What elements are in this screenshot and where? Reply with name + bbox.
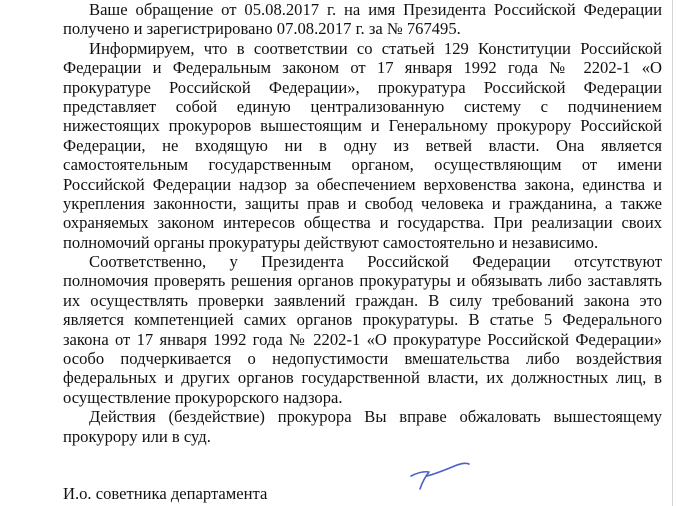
text-line: Информируем, что в соответствии со статьей 129 Конституции Российской <box>89 38 662 58</box>
paragraph-receipt <box>63 0 662 39</box>
letter-body <box>63 0 662 446</box>
text-line: их осуществлять проверки заявлений граждан. В силу требований закона это <box>63 290 662 310</box>
text-line: осуществление прокурорского надзора. <box>63 387 343 407</box>
paragraph-appeal <box>63 407 662 446</box>
text-line: прокуратуре Российской Федерации», прокуратура Российской Федерации <box>63 77 662 97</box>
page-edge-divider <box>672 0 673 506</box>
text-line: полномочия проверять решения органов прокуратуры и обязывать либо заставлять <box>63 271 662 291</box>
text-line: Российской Федерации надзор за обеспечением верховенства закона, единства и <box>63 174 662 194</box>
text-line: полномочий органы прокуратуры действуют самостоятельно и независимо. <box>63 232 599 252</box>
text-line: Ваше обращение от 05.08.2017 г. на имя Президента Российской Федерации <box>89 0 662 19</box>
text-line: является компетенцией самих органов прокуратуры. В статье 5 Федерального <box>63 310 662 330</box>
text-line: прокурору или в суд. <box>63 426 211 446</box>
handwritten-signature <box>405 456 475 496</box>
text-line: укрепления законности, защиты прав и свобод человека и гражданина, а также <box>63 193 662 213</box>
text-line: получено и зарегистрировано 07.08.2017 г. за № 767495. <box>63 19 461 39</box>
text-line: представляет собой единую централизованную систему с подчинением <box>63 96 662 116</box>
paragraph-constitution <box>63 39 662 252</box>
text-line: нижестоящих прокуроров вышестоящим и Генеральному прокурору Российской <box>63 116 662 136</box>
text-line: закона от 17 января 1992 года № 2202-1 «О прокуратуре Российской Федерации» <box>63 329 662 349</box>
text-line: охраняемых законом интересов общества и государства. При реализации своих <box>63 213 662 233</box>
paragraph-president-powers <box>63 252 662 407</box>
text-line: федеральных и других органов государственной власти, их должностных лиц, в <box>63 368 662 388</box>
text-line: особо подчеркивается о недопустимости вмешательства либо воздействия <box>63 349 662 369</box>
text-line: Федерации, не входящую ни в одну из ветвей власти. Она является <box>63 135 662 155</box>
text-line: Действия (бездействие) прокурора Вы вправе обжаловать вышестоящему <box>89 407 662 427</box>
text-line: Федерации и Федеральным законом от 17 января 1992 года № 2202-1 «О <box>63 58 662 78</box>
signatory-title: И.о. советника департамента <box>63 484 268 503</box>
text-line: самостоятельным государственным органом, осуществляющим от имени <box>63 155 662 175</box>
text-line: Соответственно, у Президента Российской Федерации отсутствуют <box>89 252 662 272</box>
